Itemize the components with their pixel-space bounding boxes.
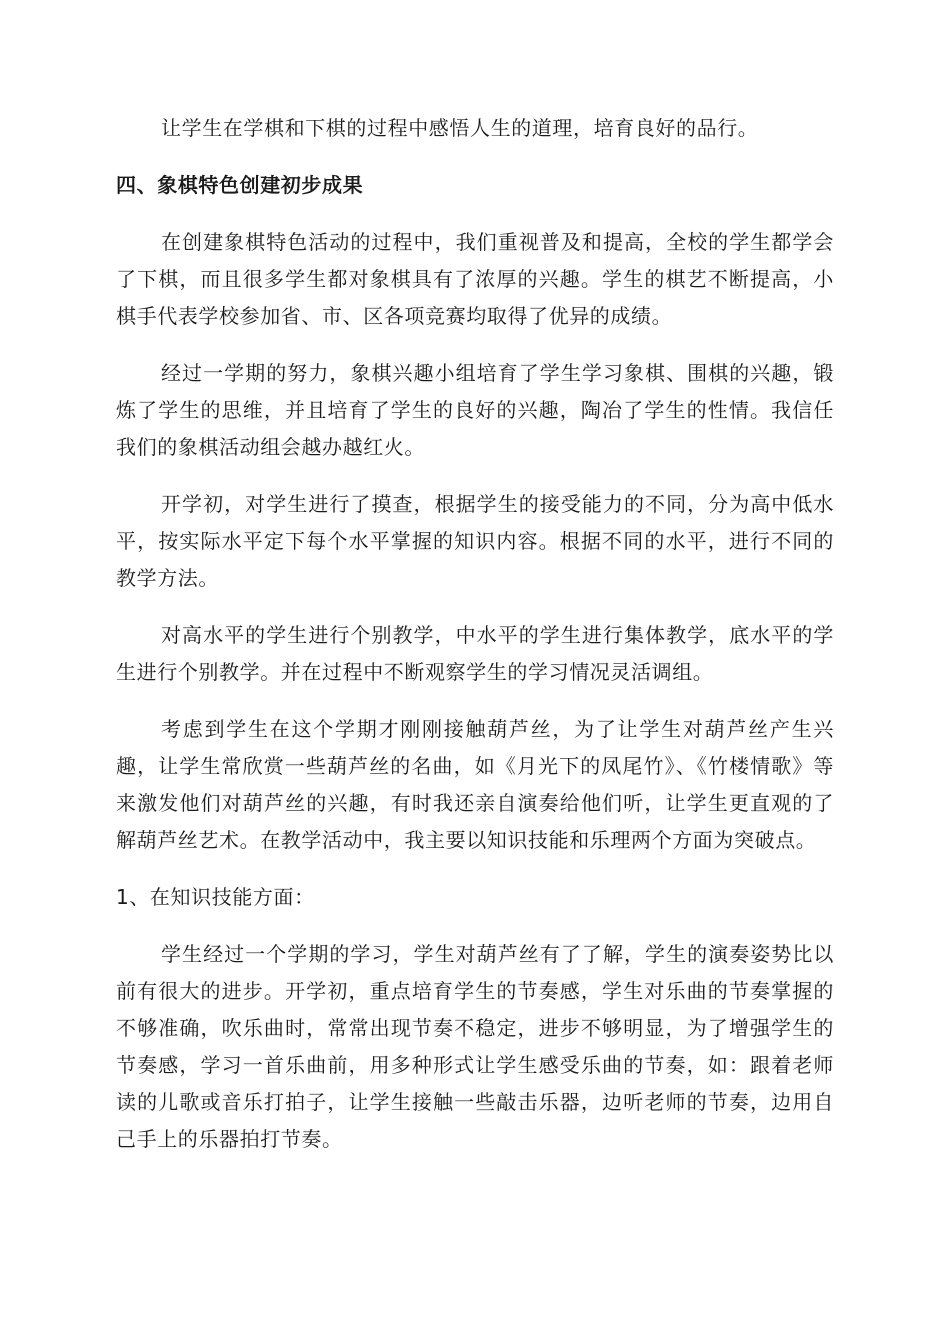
document-body: [116, 110, 834, 1178]
section-heading-results: 四、象棋特色创建初步成果: [116, 173, 364, 197]
paragraph-teaching-groups: 对高水平的学生进行个别教学，中水平的学生进行集体教学，底水平的学生进行个别教学。并在过程中不断观察学生的学习情况灵活调组。: [116, 623, 834, 684]
paragraph-moral-cultivation: 让学生在学棋和下棋的过程中感悟人生的道理，培育良好的品行。: [161, 116, 759, 140]
subheading-knowledge-skills: 1、在知识技能方面：: [116, 885, 315, 909]
paragraph-level-assessment: 开学初，对学生进行了摸查，根据学生的接受能力的不同，分为高中低水平，按实际水平定下每个水平掌握的知识内容。根据不同的水平，进行不同的教学方法。: [116, 492, 834, 590]
paragraph-semester-effort: 经过一学期的努力，象棋兴趣小组培育了学生学习象棋、围棋的兴趣，锻炼了学生的思维，并且培育了学生的良好的兴趣，陶冶了学生的性情。我信任我们的象棋活动组会越办越红火。: [116, 361, 834, 459]
paragraph-chess-activity: 在创建象棋特色活动的过程中，我们重视普及和提高，全校的学生都学会了下棋，而且很多学生都对象棋具有了浓厚的兴趣。学生的棋艺不断提高，小棋手代表学校参加省、市、区各项竞赛均取得了优异的成绩。: [116, 230, 834, 328]
paragraph-rhythm-training: 学生经过一个学期的学习，学生对葫芦丝有了了解，学生的演奏姿势比以前有很大的进步。开学初，重点培育学生的节奏感，学生对乐曲的节奏掌握的不够准确，吹乐曲时，常常出现节奏不稳定，进步不够明显，为了增强学生的节奏感，学习一首乐曲前，用多种形式让学生感受乐曲的节奏，如：跟着老师读的儿歌或音乐打拍子，让学生接触一些敲击乐器，边听老师的节奏，边用自己手上的乐器拍打节奏。: [116, 942, 834, 1151]
paragraph-hulusi-interest: 考虑到学生在这个学期才刚刚接触葫芦丝，为了让学生对葫芦丝产生兴趣，让学生常欣赏一些葫芦丝的名曲，如《月光下的凤尾竹》、《竹楼情歌》等来激发他们对葫芦丝的兴趣，有时我还亲自演奏给他们听，让学生更直观的了解葫芦丝艺术。在教学活动中，我主要以知识技能和乐理两个方面为突破点。: [116, 717, 834, 852]
